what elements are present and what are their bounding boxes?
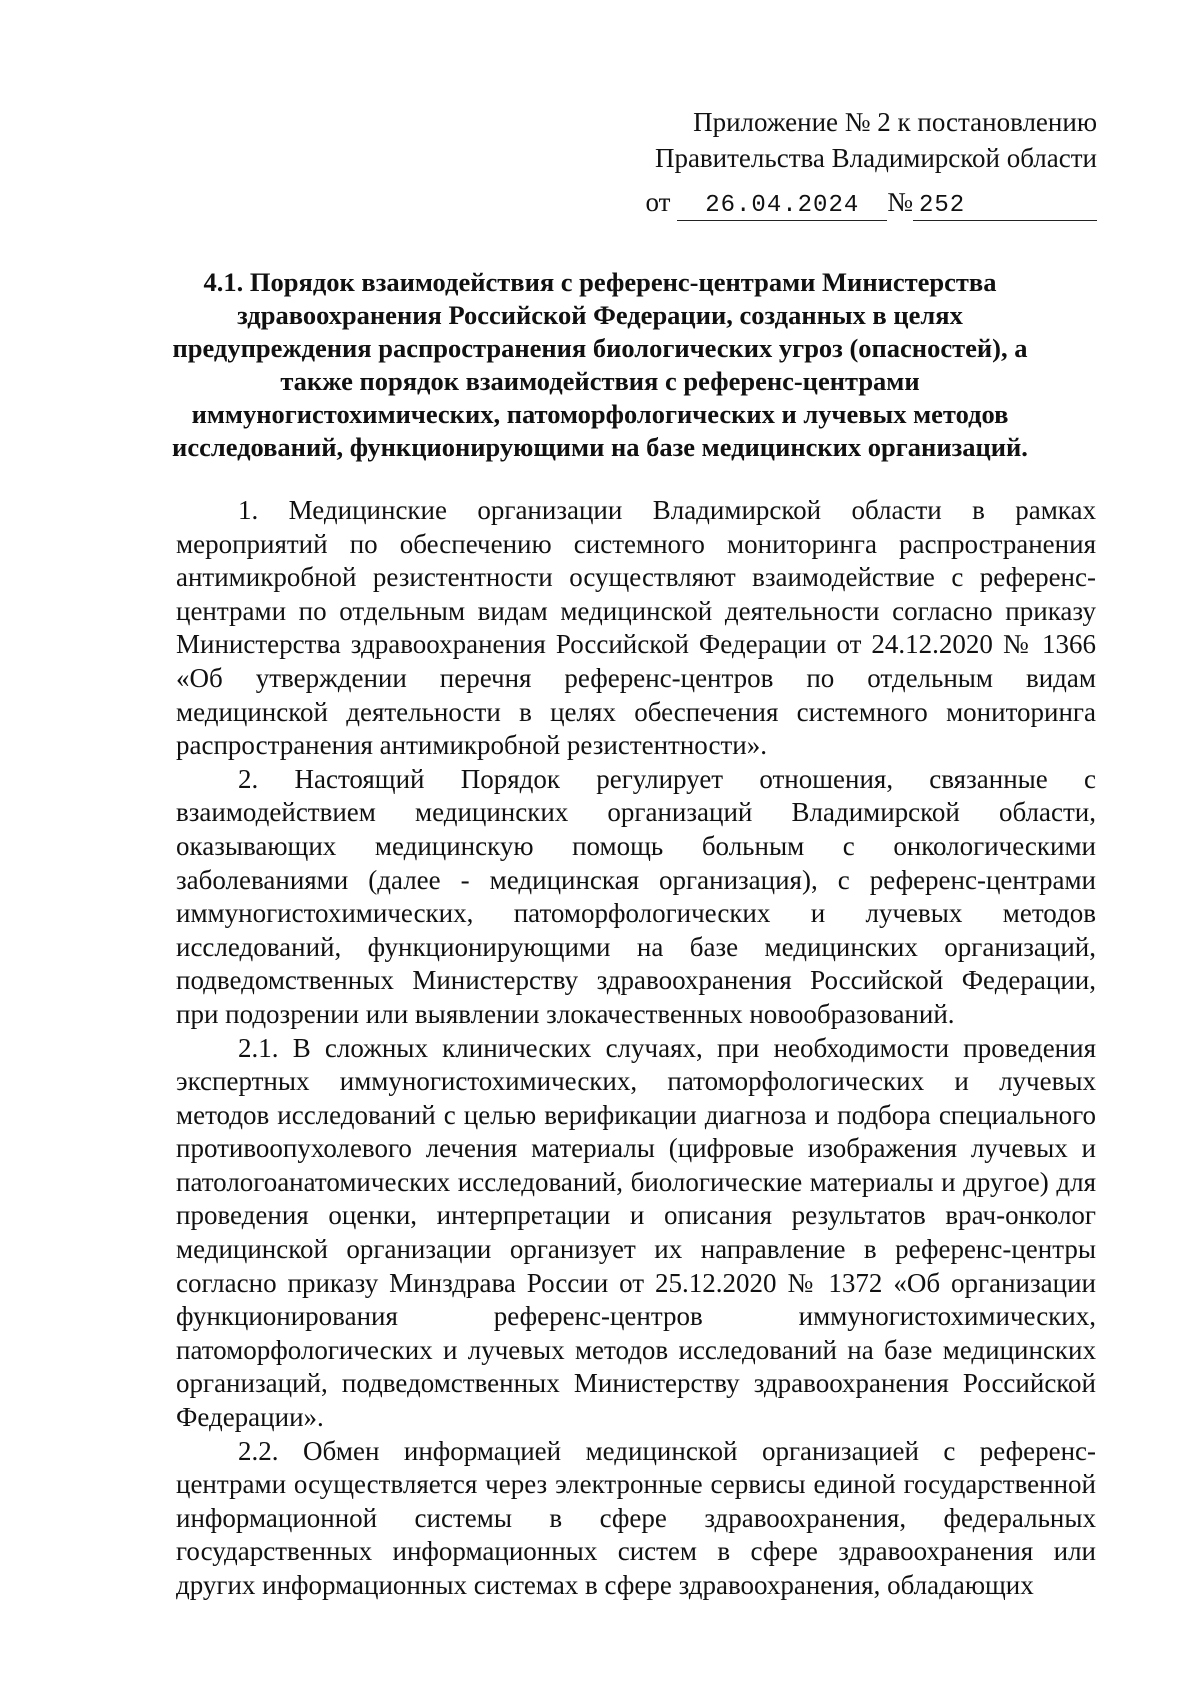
paragraph-2: 2. Настоящий Порядок регулирует отношения, связанные с взаимодействием медицинских организаций Владимирской области, оказывающих медицинскую помощь больным с онкологическими заболеваниями (далее - медицинская организация), с референс-центрами иммуногистохимических, патоморфологических и лучевых методов исследований, функционирующими на базе медицинских организаций, подведомственных Министерству здравоохранения Российской Федерации, при подозрении или выявлении злокачественных новообразований. — [176, 763, 1096, 1029]
title-line: также порядок взаимодействия с референс-центрами — [280, 366, 920, 396]
appendix-line: Приложение № 2 к постановлению — [693, 107, 1097, 137]
decree-date: 26.04.2024 — [677, 192, 887, 221]
paragraph-1: 1. Медицинские организации Владимирской области в рамках мероприятий по обеспечению системного мониторинга распространения антимикробной резистентности осуществляют взаимодействие с референс-центрами по отдельным видам медицинской деятельности согласно приказу Министерства здравоохранения Российской Федерации от 24.12.2020 № 1366 «Об утверждении перечня референс-центров по отдельным видам медицинской деятельности в целях обеспечения системного мониторинга распространения антимикробной резистентности». — [176, 495, 1096, 761]
title-line: исследований, функционирующими на базе медицинских организаций. — [172, 432, 1028, 462]
appendix-header — [646, 104, 1097, 221]
title-line: иммуногистохимических, патоморфологических и лучевых методов — [191, 399, 1009, 429]
decree-date-number — [646, 184, 1097, 221]
document-body — [176, 494, 1096, 1603]
paragraph-2-2: 2.2. Обмен информацией медицинской организацией с референс-центрами осуществляется через электронные сервисы единой государственной информационной системы в сфере здравоохранения, федеральных государственных информационных систем в сфере здравоохранения или других информационных системах в сфере здравоохранения, обладающих — [176, 1435, 1096, 1600]
decree-number: 252 — [913, 192, 1097, 221]
title-line: здравоохранения Российской Федерации, созданных в целях — [237, 300, 963, 330]
title-line: предупреждения распространения биологических угроз (опасностей), а — [172, 333, 1028, 363]
authority-line: Правительства Владимирской области — [654, 143, 1097, 173]
title-line: 4.1. Порядок взаимодействия с референс-центрами Министерства — [203, 267, 997, 297]
number-prefix: № — [887, 187, 913, 217]
date-prefix: от — [645, 187, 671, 217]
paragraph-2-1: 2.1. В сложных клинических случаях, при необходимости проведения экспертных иммуногистохимических, патоморфологических и лучевых методов исследований с целью верификации диагноза и подбора специального противоопухолевого лечения материалы (цифровые изображения лучевых и патологоанатомических исследований, биологические материалы и другое) для проведения оценки, интерпретации и описания результатов врач-онколог медицинской организации организует их направление в референс-центры согласно приказу Минздрава России от 25.12.2020 № 1372 «Об организации функционирования референс-центров иммуногистохимических, патоморфологических и лучевых методов исследований на базе медицинских организаций, подведомственных Министерству здравоохранения Российской Федерации». — [176, 1032, 1096, 1433]
section-title — [150, 266, 1050, 464]
